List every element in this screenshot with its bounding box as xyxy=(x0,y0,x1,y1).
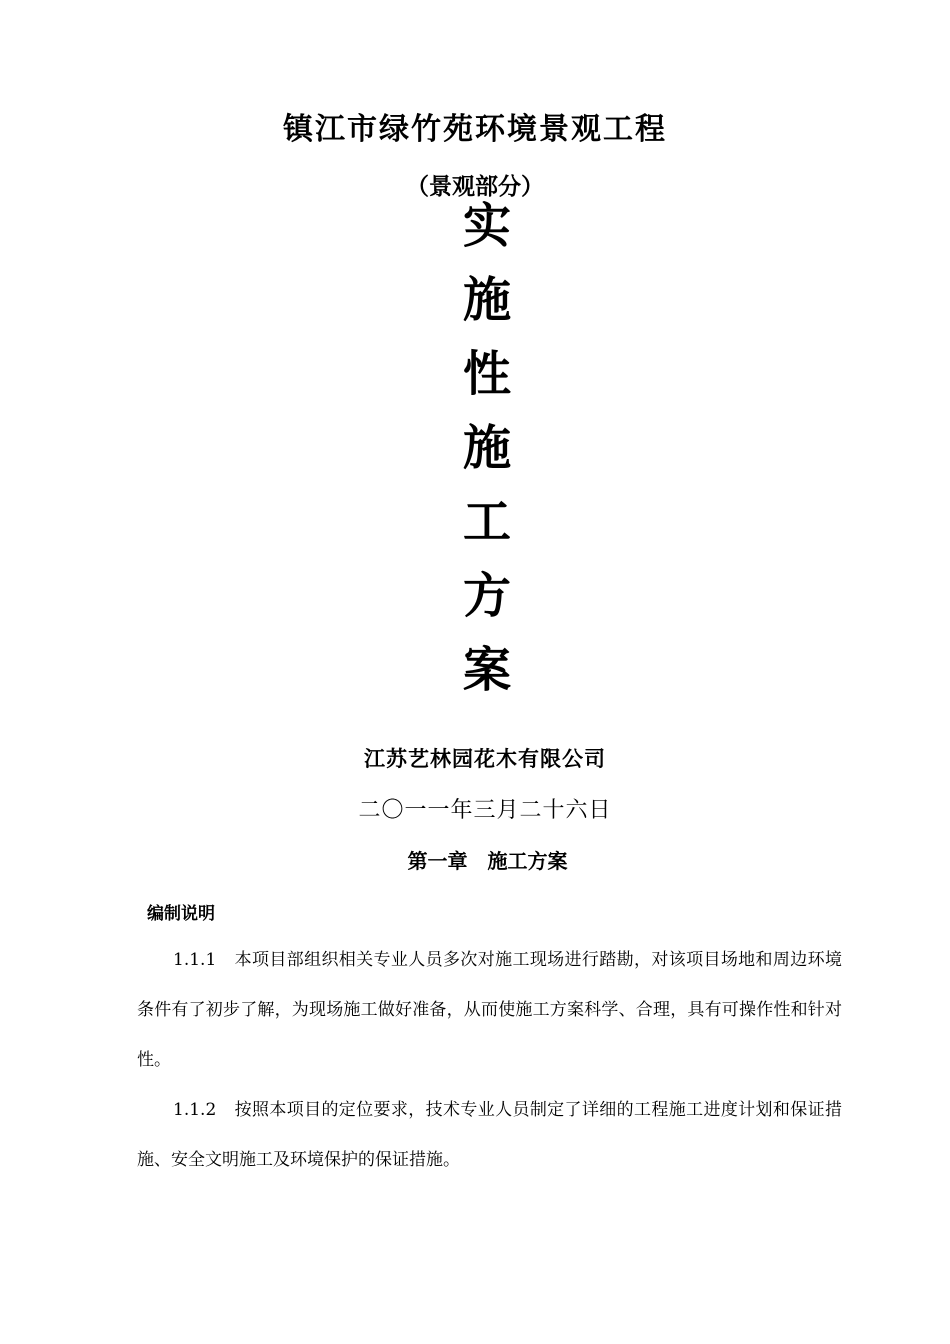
vertical-title-char: 性 xyxy=(462,346,511,402)
chapter-heading: 第一章 施工方案 xyxy=(407,849,568,873)
vertical-title-char: 施 xyxy=(462,272,511,328)
document-subtitle: （景观部分） xyxy=(406,174,544,200)
paragraph-text: 本项目部组织相关专业人员多次对施工现场进行踏勘，对该项目场地和周边环境条件有了初步了解，为现场施工做好准备，从而使施工方案科学、合理，具有可操作性和针对性。 xyxy=(137,950,842,1070)
paragraph xyxy=(137,935,842,1085)
vertical-title-char: 施 xyxy=(462,420,511,476)
paragraph-text: 按照本项目的定位要求，技术专业人员制定了详细的工程施工进度计划和保证措施、安全文明施工及环境保护的保证措施。 xyxy=(137,1100,842,1170)
paragraph-number: 1.1.1 xyxy=(173,950,217,970)
vertical-title-char: 案 xyxy=(462,642,511,698)
section-heading: 编制说明 xyxy=(147,904,215,924)
document-title: 镇江市绿竹苑环境景观工程 xyxy=(283,112,667,147)
paragraph-number: 1.1.2 xyxy=(173,1100,217,1120)
paragraph xyxy=(137,1085,842,1185)
document-date: 二〇一一年三月二十六日 xyxy=(358,798,612,823)
vertical-title-char: 方 xyxy=(462,568,511,624)
company-name: 江苏艺林园花木有限公司 xyxy=(364,746,606,771)
vertical-title-char: 实 xyxy=(462,198,511,254)
vertical-title-char: 工 xyxy=(462,494,511,550)
